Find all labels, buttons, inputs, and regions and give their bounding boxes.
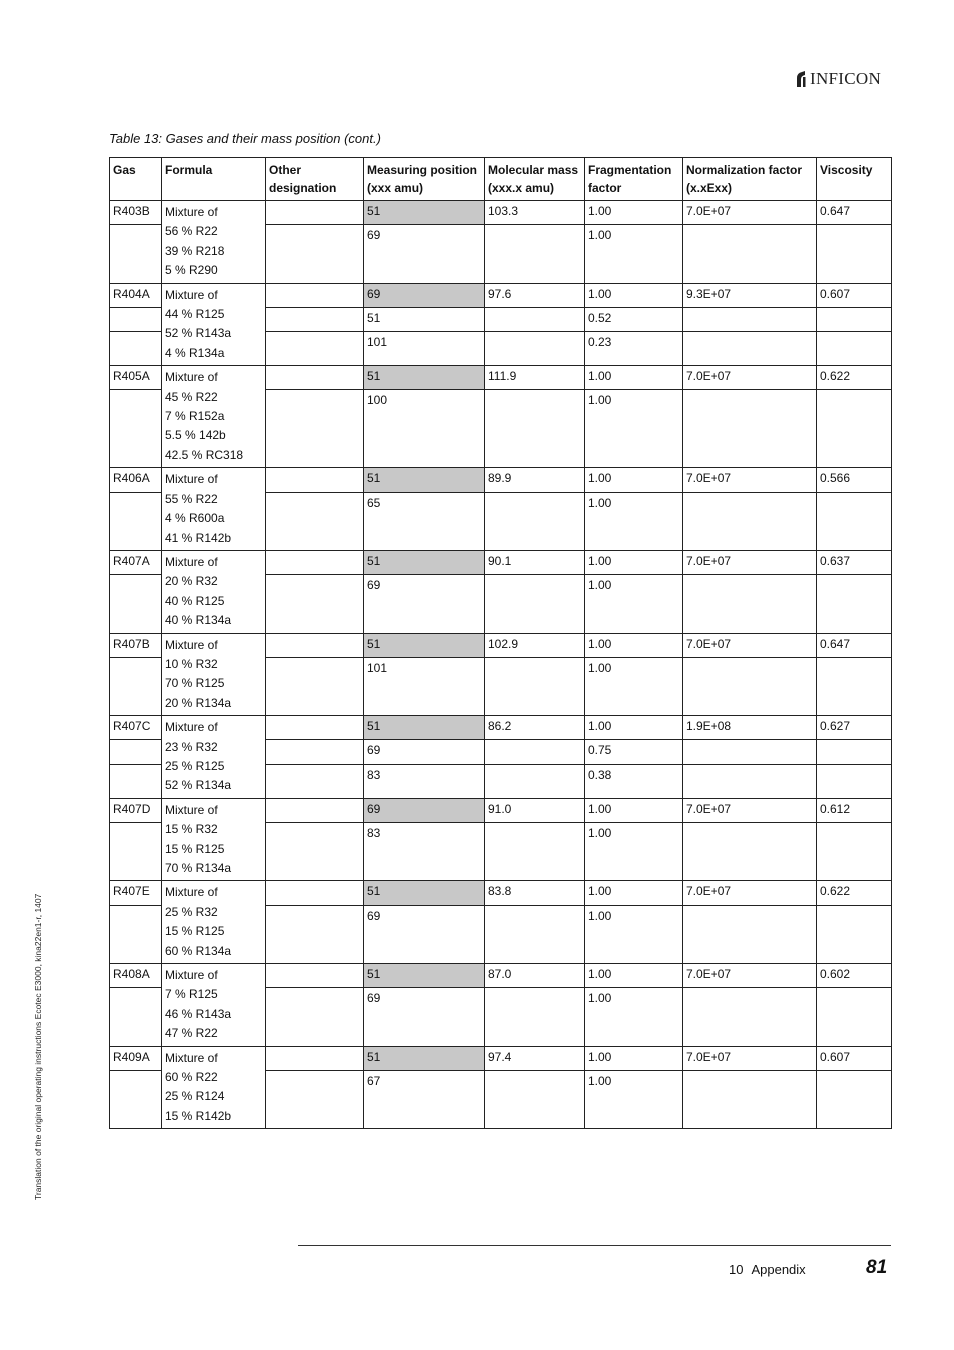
molecular-mass-cell: 91.0 [485,798,585,822]
gas-cell [110,307,162,331]
table-row [110,881,892,905]
molecular-mass-cell [485,988,585,1046]
measuring-position-cell: 69 [364,575,485,633]
formula-line: 45 % R22 [165,389,218,404]
measuring-position-cell: 51 [364,468,485,492]
formula-cell [162,1046,266,1129]
fragmentation-cell: 1.00 [585,823,683,881]
viscosity-cell: 0.607 [817,1046,892,1070]
fragmentation-cell: 1.00 [585,1046,683,1070]
footer-rule [298,1245,891,1246]
formula-line: Mixture of [165,287,218,302]
normalization-cell [683,764,817,798]
measuring-position-cell: 67 [364,1070,485,1128]
molecular-mass-cell [485,307,585,331]
other-designation-cell [266,225,364,283]
other-designation-cell [266,332,364,366]
viscosity-cell [817,492,892,550]
fragmentation-cell: 0.38 [585,764,683,798]
normalization-cell: 7.0E+07 [683,964,817,988]
formula-line: 56 % R22 [165,224,218,239]
molecular-mass-cell [485,332,585,366]
gas-cell [110,988,162,1046]
fragmentation-cell: 1.00 [585,366,683,390]
fragmentation-cell: 1.00 [585,716,683,740]
fragmentation-cell: 1.00 [585,201,683,225]
formula-line: 70 % R125 [165,676,225,691]
inficon-logo-icon [795,70,807,88]
molecular-mass-cell [485,492,585,550]
viscosity-cell: 0.622 [817,366,892,390]
fragmentation-cell: 1.00 [585,988,683,1046]
table-row [110,964,892,988]
formula-cell [162,550,266,633]
measuring-position-cell: 51 [364,716,485,740]
formula-cell [162,201,266,284]
other-designation-cell [266,881,364,905]
formula-cell [162,964,266,1047]
fragmentation-cell: 1.00 [585,225,683,283]
normalization-cell [683,905,817,963]
formula-line: Mixture of [165,637,218,652]
molecular-mass-cell: 97.4 [485,1046,585,1070]
formula-line: 39 % R218 [165,243,225,258]
fragmentation-cell: 1.00 [585,492,683,550]
viscosity-cell: 0.647 [817,201,892,225]
measuring-position-cell: 101 [364,332,485,366]
formula-line: 25 % R32 [165,904,218,919]
formula-line: 25 % R124 [165,1089,225,1104]
other-designation-cell [266,492,364,550]
fragmentation-cell: 1.00 [585,283,683,307]
normalization-cell: 7.0E+07 [683,881,817,905]
measuring-position-cell: 69 [364,905,485,963]
measuring-position-cell: 51 [364,881,485,905]
formula-line: 44 % R125 [165,307,225,322]
normalization-cell [683,740,817,764]
molecular-mass-cell [485,657,585,715]
gas-cell [110,740,162,764]
gas-cell [110,657,162,715]
measuring-position-cell: 51 [364,1046,485,1070]
formula-line: 15 % R125 [165,841,225,856]
molecular-mass-cell [485,390,585,468]
formula-line: 15 % R125 [165,924,225,939]
gas-cell: R407D [110,798,162,822]
formula-cell [162,283,266,366]
molecular-mass-cell: 102.9 [485,633,585,657]
gas-cell: R407A [110,550,162,574]
formula-line: 15 % R32 [165,822,218,837]
viscosity-cell [817,332,892,366]
measuring-position-cell: 83 [364,764,485,798]
normalization-cell [683,390,817,468]
viscosity-cell [817,905,892,963]
other-designation-cell [266,201,364,225]
measuring-position-cell: 51 [364,550,485,574]
measuring-position-cell: 69 [364,283,485,307]
formula-line: Mixture of [165,720,218,735]
other-designation-cell [266,905,364,963]
formula-cell [162,633,266,716]
formula-line: 23 % R32 [165,739,218,754]
formula-line: 41 % R142b [165,530,232,545]
molecular-mass-cell: 83.8 [485,881,585,905]
measuring-position-cell: 83 [364,823,485,881]
formula-cell [162,366,266,468]
fragmentation-cell: 0.52 [585,307,683,331]
molecular-mass-cell: 87.0 [485,964,585,988]
other-designation-cell [266,468,364,492]
table-row [110,550,892,574]
viscosity-cell: 0.637 [817,550,892,574]
gas-cell [110,764,162,798]
formula-cell [162,716,266,799]
other-designation-cell [266,1070,364,1128]
table-row [110,798,892,822]
measuring-position-cell: 100 [364,390,485,468]
other-designation-cell [266,1046,364,1070]
table-row [110,201,892,225]
fragmentation-cell: 1.00 [585,881,683,905]
column-header: Other designation [266,158,364,201]
sidebar-document-id: Translation of the original operating instructions Ecotec E3000, kina22en1-r, 1407 [33,893,43,1200]
viscosity-cell: 0.627 [817,716,892,740]
measuring-position-cell: 51 [364,201,485,225]
other-designation-cell [266,764,364,798]
normalization-cell: 7.0E+07 [683,366,817,390]
gas-cell [110,332,162,366]
formula-line: Mixture of [165,370,218,385]
measuring-position-cell: 65 [364,492,485,550]
gas-cell [110,1070,162,1128]
formula-line: 20 % R134a [165,695,232,710]
fragmentation-cell: 1.00 [585,468,683,492]
viscosity-cell [817,1070,892,1128]
gas-cell [110,823,162,881]
normalization-cell [683,225,817,283]
formula-line: 40 % R134a [165,613,232,628]
normalization-cell: 7.0E+07 [683,550,817,574]
table-row [110,716,892,740]
column-header: Formula [162,158,266,201]
fragmentation-cell: 1.00 [585,657,683,715]
formula-line: 47 % R22 [165,1026,218,1041]
formula-line: 70 % R134a [165,861,232,875]
fragmentation-cell: 1.00 [585,550,683,574]
column-header: Gas [110,158,162,201]
other-designation-cell [266,366,364,390]
normalization-cell [683,492,817,550]
formula-line: 25 % R125 [165,758,225,773]
molecular-mass-cell [485,905,585,963]
viscosity-cell [817,764,892,798]
molecular-mass-cell [485,740,585,764]
gas-cell: R403B [110,201,162,225]
formula-line: Mixture of [165,205,218,219]
gas-cell [110,492,162,550]
gas-cell: R404A [110,283,162,307]
formula-line: 5 % R290 [165,263,218,278]
table-row [110,283,892,307]
column-header: Fragmentation factor [585,158,683,201]
other-designation-cell [266,390,364,468]
normalization-cell [683,823,817,881]
viscosity-cell [817,988,892,1046]
normalization-cell [683,575,817,633]
formula-line: 46 % R143a [165,1006,232,1021]
normalization-cell: 7.0E+07 [683,201,817,225]
gas-mass-table [109,157,892,1129]
molecular-mass-cell: 103.3 [485,201,585,225]
measuring-position-cell: 69 [364,225,485,283]
other-designation-cell [266,988,364,1046]
viscosity-cell [817,390,892,468]
formula-line: 52 % R134a [165,778,232,793]
gas-cell [110,390,162,468]
gas-cell [110,905,162,963]
molecular-mass-cell: 86.2 [485,716,585,740]
column-header: Measuring position (xxx amu) [364,158,485,201]
viscosity-cell: 0.647 [817,633,892,657]
viscosity-cell: 0.602 [817,964,892,988]
formula-line: 10 % R32 [165,656,218,671]
formula-line: 60 % R22 [165,1070,218,1085]
viscosity-cell [817,307,892,331]
normalization-cell [683,657,817,715]
table-header-row [110,158,892,201]
measuring-position-cell: 101 [364,657,485,715]
table-row [110,633,892,657]
fragmentation-cell: 0.75 [585,740,683,764]
column-header: Viscosity [817,158,892,201]
other-designation-cell [266,575,364,633]
molecular-mass-cell: 89.9 [485,468,585,492]
fragmentation-cell: 1.00 [585,905,683,963]
table-row [110,1046,892,1070]
measuring-position-cell: 51 [364,366,485,390]
gas-cell: R407E [110,881,162,905]
other-designation-cell [266,657,364,715]
other-designation-cell [266,964,364,988]
other-designation-cell [266,550,364,574]
formula-line: 4 % R134a [165,345,225,360]
formula-line: 5.5 % 142b [165,428,226,443]
table-caption: Table 13: Gases and their mass position (cont.) [109,131,381,146]
gas-cell: R407C [110,716,162,740]
measuring-position-cell: 69 [364,740,485,764]
normalization-cell [683,307,817,331]
logo-text: INFICON [810,69,882,88]
page-number: 81 [866,1257,888,1278]
formula-line: Mixture of [165,472,218,487]
formula-line: 42.5 % RC318 [165,447,244,462]
fragmentation-cell: 1.00 [585,390,683,468]
molecular-mass-cell: 97.6 [485,283,585,307]
fragmentation-cell: 1.00 [585,798,683,822]
normalization-cell: 9.3E+07 [683,283,817,307]
column-header: Normalization factor (x.xExx) [683,158,817,201]
formula-line: 15 % R142b [165,1108,232,1123]
other-designation-cell [266,823,364,881]
viscosity-cell [817,740,892,764]
viscosity-cell [817,657,892,715]
normalization-cell [683,988,817,1046]
formula-line: Mixture of [165,968,218,983]
table-row [110,468,892,492]
gas-cell: R406A [110,468,162,492]
measuring-position-cell: 69 [364,798,485,822]
molecular-mass-cell [485,575,585,633]
measuring-position-cell: 51 [364,307,485,331]
viscosity-cell: 0.622 [817,881,892,905]
normalization-cell: 7.0E+07 [683,798,817,822]
viscosity-cell [817,823,892,881]
formula-line: 7 % R152a [165,409,225,424]
normalization-cell: 1.9E+08 [683,716,817,740]
formula-line: 4 % R600a [165,511,225,526]
formula-cell [162,798,266,881]
normalization-cell [683,332,817,366]
gas-cell: R408A [110,964,162,988]
normalization-cell: 7.0E+07 [683,633,817,657]
other-designation-cell [266,740,364,764]
formula-line: Mixture of [165,885,218,900]
formula-line: Mixture of [165,1050,218,1065]
formula-line: 55 % R22 [165,491,218,506]
formula-line: 52 % R143a [165,326,232,341]
gas-cell: R407B [110,633,162,657]
formula-line: Mixture of [165,554,218,569]
column-header: Molecular mass (xxx.x amu) [485,158,585,201]
viscosity-cell [817,225,892,283]
formula-cell [162,468,266,551]
molecular-mass-cell [485,823,585,881]
gas-cell: R409A [110,1046,162,1070]
fragmentation-cell: 1.00 [585,964,683,988]
molecular-mass-cell [485,764,585,798]
viscosity-cell [817,575,892,633]
other-designation-cell [266,716,364,740]
normalization-cell [683,1070,817,1128]
fragmentation-cell: 1.00 [585,633,683,657]
other-designation-cell [266,633,364,657]
molecular-mass-cell [485,225,585,283]
formula-line: 40 % R125 [165,593,225,608]
viscosity-cell: 0.566 [817,468,892,492]
viscosity-cell: 0.607 [817,283,892,307]
measuring-position-cell: 51 [364,964,485,988]
molecular-mass-cell: 90.1 [485,550,585,574]
formula-cell [162,881,266,964]
footer-section-title: Appendix [751,1262,806,1277]
formula-line: Mixture of [165,802,218,817]
other-designation-cell [266,307,364,331]
fragmentation-cell: 1.00 [585,575,683,633]
gas-cell: R405A [110,366,162,390]
measuring-position-cell: 69 [364,988,485,1046]
molecular-mass-cell: 111.9 [485,366,585,390]
fragmentation-cell: 1.00 [585,1070,683,1128]
table-body [110,201,892,1129]
inficon-logo [795,68,890,90]
gas-cell [110,575,162,633]
formula-line: 20 % R32 [165,574,218,589]
molecular-mass-cell [485,1070,585,1128]
other-designation-cell [266,798,364,822]
other-designation-cell [266,283,364,307]
footer-section [729,1262,814,1277]
normalization-cell: 7.0E+07 [683,1046,817,1070]
viscosity-cell: 0.612 [817,798,892,822]
normalization-cell: 7.0E+07 [683,468,817,492]
footer-chapter: 10 [729,1262,744,1277]
table-row [110,366,892,390]
gas-cell [110,225,162,283]
fragmentation-cell: 0.23 [585,332,683,366]
formula-line: 7 % R125 [165,987,218,1002]
measuring-position-cell: 51 [364,633,485,657]
formula-line: 60 % R134a [165,943,232,958]
